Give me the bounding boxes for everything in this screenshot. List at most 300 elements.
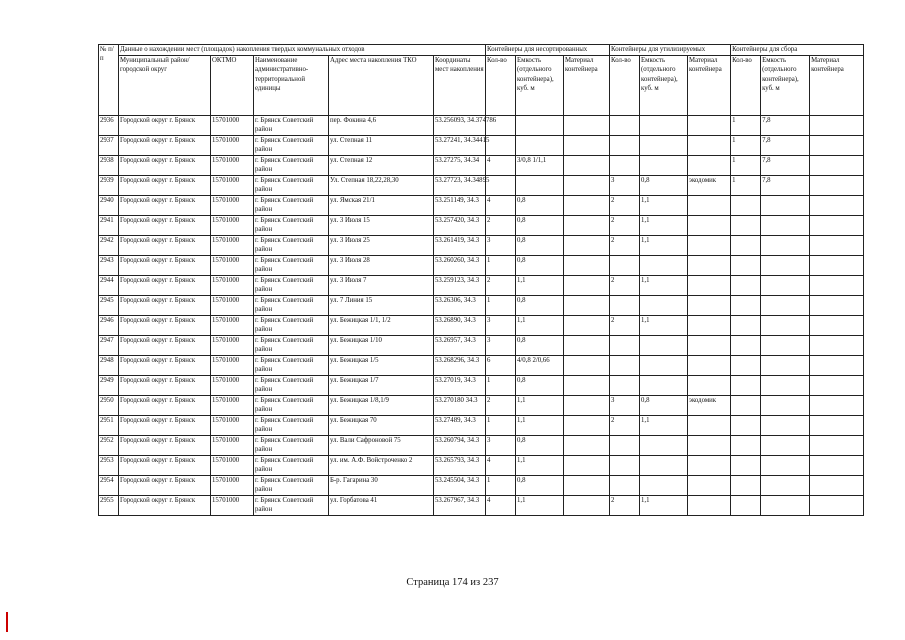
- row-number: 2936: [99, 116, 119, 136]
- table-row: [99, 256, 864, 276]
- address-cell: пер. Фокина 4,6: [329, 116, 434, 136]
- unsorted-capacity-cell: 1,1: [516, 456, 564, 476]
- unsorted-capacity-cell: [516, 176, 564, 196]
- municipal-cell: Городской округ г. Брянск: [119, 276, 211, 296]
- municipal-cell: Городской округ г. Брянск: [119, 236, 211, 256]
- utilized-material-cell: [688, 316, 731, 336]
- admin-unit-cell: г. Брянск Советский район: [254, 316, 329, 336]
- coords-cell: 53.26306, 34.3: [434, 296, 486, 316]
- admin-unit-cell: г. Брянск Советский район: [254, 456, 329, 476]
- coords-cell: 53.27019, 34.3: [434, 376, 486, 396]
- collection-capacity-cell: [761, 376, 810, 396]
- unsorted-capacity-cell: [516, 136, 564, 156]
- utilized-capacity-cell: 1,1: [640, 316, 688, 336]
- address-cell: ул. Бежицкая 1/8,1/9: [329, 396, 434, 416]
- unsorted-material-cell: [564, 456, 610, 476]
- address-cell: ул. Ямская 21/1: [329, 196, 434, 216]
- coords-cell: 53.265793, 34.3: [434, 456, 486, 476]
- unsorted-capacity-cell: 0,8: [516, 436, 564, 456]
- group-header-unsorted: Контейнеры для несортированных: [486, 45, 610, 56]
- unsorted-capacity-cell: 0,8: [516, 216, 564, 236]
- table-row: [99, 376, 864, 396]
- coords-cell: 53.245504, 34.3: [434, 476, 486, 496]
- collection-count-cell: 1: [731, 116, 761, 136]
- utilized-capacity-cell: [640, 116, 688, 136]
- collection-material-cell: [810, 336, 864, 356]
- utilized-count-cell: [610, 376, 640, 396]
- unsorted-material-cell: [564, 136, 610, 156]
- coords-cell: 53.270180 34.3: [434, 396, 486, 416]
- collection-material-cell: [810, 416, 864, 436]
- collection-capacity-cell: [761, 336, 810, 356]
- table-row: [99, 456, 864, 476]
- utilized-material-cell: экодомик: [688, 396, 731, 416]
- utilized-count-cell: [610, 476, 640, 496]
- utilized-capacity-cell: [640, 136, 688, 156]
- municipal-cell: Городской округ г. Брянск: [119, 416, 211, 436]
- address-cell: ул. им. А.Ф. Войстроченко 2: [329, 456, 434, 476]
- collection-count-cell: [731, 376, 761, 396]
- utilized-capacity-cell: 1,1: [640, 496, 688, 516]
- unsorted-material-cell: [564, 476, 610, 496]
- table-row: [99, 176, 864, 196]
- utilized-count-cell: [610, 436, 640, 456]
- row-number: 2947: [99, 336, 119, 356]
- coords-cell: 53.27275, 34.34: [434, 156, 486, 176]
- collection-material-cell: [810, 456, 864, 476]
- admin-unit-cell: г. Брянск Советский район: [254, 176, 329, 196]
- collection-count-cell: [731, 396, 761, 416]
- unsorted-count-cell: 1: [486, 476, 516, 496]
- collection-count-cell: [731, 476, 761, 496]
- unsorted-material-cell: [564, 236, 610, 256]
- utilized-count-cell: 2: [610, 276, 640, 296]
- collection-capacity-cell: [761, 296, 810, 316]
- coords-header: Координаты мест накопления: [434, 56, 486, 116]
- municipal-header: Муниципальный район/городской округ: [119, 56, 211, 116]
- oktmo-cell: 15701000: [211, 296, 254, 316]
- unsorted-material-cell: [564, 176, 610, 196]
- collection-count-cell: [731, 356, 761, 376]
- utilized-count-cell: 3: [610, 396, 640, 416]
- oktmo-cell: 15701000: [211, 476, 254, 496]
- collection-capacity-cell: [761, 256, 810, 276]
- unsorted-count-cell: 1: [486, 256, 516, 276]
- utilized-material-cell: [688, 456, 731, 476]
- collection-material-cell: [810, 216, 864, 236]
- oktmo-cell: 15701000: [211, 116, 254, 136]
- collection-count-cell: 1: [731, 176, 761, 196]
- unsorted-material-cell: [564, 376, 610, 396]
- oktmo-cell: 15701000: [211, 396, 254, 416]
- row-number: 2942: [99, 236, 119, 256]
- admin-unit-cell: г. Брянск Советский район: [254, 496, 329, 516]
- count-header-collection: Кол-во: [731, 56, 761, 116]
- collection-capacity-cell: [761, 436, 810, 456]
- address-cell: ул. 3 Июля 28: [329, 256, 434, 276]
- table-row: [99, 416, 864, 436]
- municipal-cell: Городской округ г. Брянск: [119, 216, 211, 236]
- unsorted-capacity-cell: 0,8: [516, 296, 564, 316]
- utilized-material-cell: [688, 276, 731, 296]
- oktmo-cell: 15701000: [211, 336, 254, 356]
- unsorted-count-cell: 3: [486, 436, 516, 456]
- admin-unit-cell: г. Брянск Советский район: [254, 216, 329, 236]
- unsorted-count-cell: 6: [486, 356, 516, 376]
- coords-cell: 53.261419, 34.3: [434, 236, 486, 256]
- row-number: 2955: [99, 496, 119, 516]
- utilized-count-cell: [610, 116, 640, 136]
- utilized-material-cell: [688, 476, 731, 496]
- collection-capacity-cell: [761, 496, 810, 516]
- unsorted-count-cell: [486, 136, 516, 156]
- utilized-capacity-cell: 0,8: [640, 176, 688, 196]
- oktmo-cell: 15701000: [211, 316, 254, 336]
- oktmo-cell: 15701000: [211, 436, 254, 456]
- utilized-capacity-cell: [640, 476, 688, 496]
- oktmo-header: ОКТМО: [211, 56, 254, 116]
- unsorted-capacity-cell: 1,1: [516, 496, 564, 516]
- admin-unit-cell: г. Брянск Советский район: [254, 336, 329, 356]
- utilized-capacity-cell: 1,1: [640, 416, 688, 436]
- unsorted-capacity-cell: 3/0,8 1/1,1: [516, 156, 564, 176]
- waste-sites-table: [98, 44, 864, 516]
- table-row: [99, 336, 864, 356]
- collection-count-cell: [731, 216, 761, 236]
- row-number: 2940: [99, 196, 119, 216]
- material-header-utilized: Материал контейнера: [688, 56, 731, 116]
- unsorted-count-cell: 2: [486, 216, 516, 236]
- table-row: [99, 196, 864, 216]
- collection-material-cell: [810, 356, 864, 376]
- utilized-count-cell: [610, 156, 640, 176]
- utilized-count-cell: 2: [610, 496, 640, 516]
- collection-material-cell: [810, 176, 864, 196]
- unsorted-material-cell: [564, 416, 610, 436]
- address-cell: ул. Бежицкая 1/1, 1/2: [329, 316, 434, 336]
- group-header-collection: Контейнеры для сбора: [731, 45, 864, 56]
- table-row: [99, 316, 864, 336]
- municipal-cell: Городской округ г. Брянск: [119, 316, 211, 336]
- unsorted-material-cell: [564, 496, 610, 516]
- unsorted-capacity-cell: 0,8: [516, 236, 564, 256]
- address-cell: ул. Бежицкая 1/7: [329, 376, 434, 396]
- oktmo-cell: 15701000: [211, 196, 254, 216]
- collection-material-cell: [810, 196, 864, 216]
- collection-material-cell: [810, 496, 864, 516]
- row-number: 2939: [99, 176, 119, 196]
- address-cell: ул. 3 Июля 7: [329, 276, 434, 296]
- table-row: [99, 156, 864, 176]
- col-num-header: № п/п: [99, 45, 119, 116]
- admin-unit-cell: г. Брянск Советский район: [254, 236, 329, 256]
- unsorted-capacity-cell: 1,1: [516, 396, 564, 416]
- address-cell: ул. Горбатова 41: [329, 496, 434, 516]
- unsorted-material-cell: [564, 276, 610, 296]
- admin-unit-cell: г. Брянск Советский район: [254, 136, 329, 156]
- row-number: 2944: [99, 276, 119, 296]
- capacity-header-collection: Емкость (отдельного контейнера), куб. м: [761, 56, 810, 116]
- collection-count-cell: [731, 416, 761, 436]
- collection-capacity-cell: [761, 356, 810, 376]
- admin-unit-cell: г. Брянск Советский район: [254, 116, 329, 136]
- admin-unit-cell: г. Брянск Советский район: [254, 256, 329, 276]
- utilized-material-cell: [688, 256, 731, 276]
- address-cell: Ул. Степная 18,22,28,30: [329, 176, 434, 196]
- unsorted-material-cell: [564, 356, 610, 376]
- collection-material-cell: [810, 376, 864, 396]
- utilized-material-cell: [688, 436, 731, 456]
- table-body: [99, 116, 864, 516]
- municipal-cell: Городской округ г. Брянск: [119, 336, 211, 356]
- address-cell: ул. Вали Сафроновой 75: [329, 436, 434, 456]
- utilized-count-cell: [610, 356, 640, 376]
- unsorted-count-cell: 3: [486, 336, 516, 356]
- table-row: [99, 116, 864, 136]
- oktmo-cell: 15701000: [211, 176, 254, 196]
- material-header-unsorted: Материал контейнера: [564, 56, 610, 116]
- table-row: [99, 296, 864, 316]
- unsorted-material-cell: [564, 396, 610, 416]
- unsorted-count-cell: 1: [486, 416, 516, 436]
- coords-cell: 53.257420, 34.3: [434, 216, 486, 236]
- municipal-cell: Городской округ г. Брянск: [119, 256, 211, 276]
- unsorted-material-cell: [564, 256, 610, 276]
- admin-unit-cell: г. Брянск Советский район: [254, 436, 329, 456]
- utilized-count-cell: 2: [610, 236, 640, 256]
- coords-cell: 53.251149, 34.3: [434, 196, 486, 216]
- table-row: [99, 216, 864, 236]
- address-header: Адрес места накопления ТКО: [329, 56, 434, 116]
- unsorted-count-cell: 4: [486, 496, 516, 516]
- row-number: 2943: [99, 256, 119, 276]
- collection-material-cell: [810, 236, 864, 256]
- oktmo-cell: 15701000: [211, 496, 254, 516]
- collection-material-cell: [810, 276, 864, 296]
- utilized-material-cell: [688, 116, 731, 136]
- oktmo-cell: 15701000: [211, 276, 254, 296]
- row-number: 2953: [99, 456, 119, 476]
- address-cell: ул. Степная 11: [329, 136, 434, 156]
- oktmo-cell: 15701000: [211, 356, 254, 376]
- utilized-capacity-cell: [640, 376, 688, 396]
- oktmo-cell: 15701000: [211, 256, 254, 276]
- row-number: 2954: [99, 476, 119, 496]
- unsorted-count-cell: 1: [486, 296, 516, 316]
- utilized-capacity-cell: [640, 356, 688, 376]
- municipal-cell: Городской округ г. Брянск: [119, 156, 211, 176]
- utilized-material-cell: [688, 376, 731, 396]
- collection-capacity-cell: [761, 456, 810, 476]
- unsorted-capacity-cell: 1,1: [516, 316, 564, 336]
- utilized-material-cell: [688, 216, 731, 236]
- utilized-count-cell: 2: [610, 216, 640, 236]
- utilized-material-cell: [688, 296, 731, 316]
- coords-cell: 53.27489, 34.3: [434, 416, 486, 436]
- unsorted-capacity-cell: [516, 116, 564, 136]
- unsorted-count-cell: 3: [486, 236, 516, 256]
- collection-capacity-cell: [761, 196, 810, 216]
- unsorted-count-cell: 4: [486, 156, 516, 176]
- unsorted-count-cell: 4: [486, 196, 516, 216]
- collection-capacity-cell: [761, 216, 810, 236]
- municipal-cell: Городской округ г. Брянск: [119, 456, 211, 476]
- collection-material-cell: [810, 156, 864, 176]
- address-cell: ул. Бежицкая 70: [329, 416, 434, 436]
- unsorted-capacity-cell: 0,8: [516, 376, 564, 396]
- unsorted-count-cell: 2: [486, 276, 516, 296]
- utilized-capacity-cell: [640, 456, 688, 476]
- collection-capacity-cell: [761, 476, 810, 496]
- row-number: 2946: [99, 316, 119, 336]
- unsorted-count-cell: 1: [486, 376, 516, 396]
- municipal-cell: Городской округ г. Брянск: [119, 116, 211, 136]
- unsorted-material-cell: [564, 216, 610, 236]
- coords-cell: 53.260794, 34.3: [434, 436, 486, 456]
- municipal-cell: Городской округ г. Брянск: [119, 196, 211, 216]
- utilized-material-cell: [688, 336, 731, 356]
- collection-capacity-cell: [761, 396, 810, 416]
- oktmo-cell: 15701000: [211, 456, 254, 476]
- admin-unit-cell: г. Брянск Советский район: [254, 276, 329, 296]
- row-number: 2950: [99, 396, 119, 416]
- collection-capacity-cell: 7,8: [761, 136, 810, 156]
- unsorted-count-cell: 2: [486, 396, 516, 416]
- margin-mark: [6, 612, 8, 632]
- utilized-material-cell: [688, 356, 731, 376]
- collection-material-cell: [810, 316, 864, 336]
- collection-material-cell: [810, 396, 864, 416]
- row-number: 2952: [99, 436, 119, 456]
- municipal-cell: Городской округ г. Брянск: [119, 136, 211, 156]
- address-cell: ул. 7 Линия 15: [329, 296, 434, 316]
- utilized-material-cell: [688, 156, 731, 176]
- municipal-cell: Городской округ г. Брянск: [119, 376, 211, 396]
- address-cell: ул. 3 Июля 25: [329, 236, 434, 256]
- oktmo-cell: 15701000: [211, 236, 254, 256]
- count-header-utilized: Кол-во: [610, 56, 640, 116]
- admin-unit-cell: г. Брянск Советский район: [254, 376, 329, 396]
- collection-material-cell: [810, 296, 864, 316]
- municipal-cell: Городской округ г. Брянск: [119, 176, 211, 196]
- municipal-cell: Городской округ г. Брянск: [119, 476, 211, 496]
- coords-cell: 53.26957, 34.3: [434, 336, 486, 356]
- collection-capacity-cell: 7,8: [761, 116, 810, 136]
- collection-capacity-cell: [761, 416, 810, 436]
- utilized-material-cell: [688, 236, 731, 256]
- admin-unit-cell: г. Брянск Советский район: [254, 196, 329, 216]
- unsorted-capacity-cell: 1,1: [516, 276, 564, 296]
- utilized-capacity-cell: 1,1: [640, 276, 688, 296]
- collection-count-cell: [731, 496, 761, 516]
- utilized-count-cell: 2: [610, 316, 640, 336]
- admin-unit-cell: г. Брянск Советский район: [254, 396, 329, 416]
- collection-count-cell: [731, 296, 761, 316]
- table-row: [99, 436, 864, 456]
- address-cell: ул. Бежицкая 1/10: [329, 336, 434, 356]
- oktmo-cell: 15701000: [211, 156, 254, 176]
- capacity-header-utilized: Емкость (отдельного контейнера), куб. м: [640, 56, 688, 116]
- utilized-material-cell: экодомик: [688, 176, 731, 196]
- group-header-data: Данные о нахождении мест (площадок) накопления твердых коммунальных отходов: [119, 45, 486, 56]
- address-cell: ул. Бежицкая 1/5: [329, 356, 434, 376]
- table-row: [99, 496, 864, 516]
- collection-count-cell: [731, 336, 761, 356]
- collection-count-cell: [731, 236, 761, 256]
- collection-material-cell: [810, 436, 864, 456]
- address-cell: ул. Степная 12: [329, 156, 434, 176]
- utilized-count-cell: [610, 296, 640, 316]
- unsorted-count-cell: 3: [486, 316, 516, 336]
- municipal-cell: Городской округ г. Брянск: [119, 496, 211, 516]
- admin-unit-header: Наименование административно-территориальной единицы: [254, 56, 329, 116]
- admin-unit-cell: г. Брянск Советский район: [254, 156, 329, 176]
- coords-cell: 53.267967, 34.3: [434, 496, 486, 516]
- group-header-utilized: Контейнеры для утилизируемых: [610, 45, 731, 56]
- utilized-count-cell: [610, 136, 640, 156]
- unsorted-material-cell: [564, 296, 610, 316]
- collection-count-cell: [731, 256, 761, 276]
- oktmo-cell: 15701000: [211, 416, 254, 436]
- coords-cell: 53.27241, 34.34415: [434, 136, 486, 156]
- utilized-capacity-cell: 1,1: [640, 236, 688, 256]
- collection-capacity-cell: 7,8: [761, 156, 810, 176]
- table-row: [99, 236, 864, 256]
- unsorted-count-cell: 4: [486, 456, 516, 476]
- coords-cell: 53.260260, 34.3: [434, 256, 486, 276]
- utilized-capacity-cell: 1,1: [640, 196, 688, 216]
- unsorted-material-cell: [564, 316, 610, 336]
- row-number: 2938: [99, 156, 119, 176]
- count-header-unsorted: Кол-во: [486, 56, 516, 116]
- collection-capacity-cell: 7,8: [761, 176, 810, 196]
- unsorted-material-cell: [564, 196, 610, 216]
- unsorted-material-cell: [564, 156, 610, 176]
- utilized-material-cell: [688, 496, 731, 516]
- admin-unit-cell: г. Брянск Советский район: [254, 416, 329, 436]
- collection-material-cell: [810, 476, 864, 496]
- admin-unit-cell: г. Брянск Советский район: [254, 296, 329, 316]
- row-number: 2951: [99, 416, 119, 436]
- page-number: Страница 174 из 237: [406, 577, 499, 588]
- utilized-capacity-cell: 0,8: [640, 396, 688, 416]
- unsorted-capacity-cell: 0,8: [516, 196, 564, 216]
- collection-count-cell: 1: [731, 136, 761, 156]
- utilized-count-cell: [610, 256, 640, 276]
- utilized-count-cell: [610, 456, 640, 476]
- collection-capacity-cell: [761, 276, 810, 296]
- utilized-count-cell: 2: [610, 416, 640, 436]
- collection-count-cell: [731, 316, 761, 336]
- table-row: [99, 476, 864, 496]
- unsorted-capacity-cell: 0,8: [516, 336, 564, 356]
- row-number: 2949: [99, 376, 119, 396]
- row-number: 2941: [99, 216, 119, 236]
- unsorted-material-cell: [564, 336, 610, 356]
- address-cell: ул. 3 Июля 15: [329, 216, 434, 236]
- table-row: [99, 356, 864, 376]
- municipal-cell: Городской округ г. Брянск: [119, 296, 211, 316]
- coords-cell: 53.27723, 34.34895: [434, 176, 486, 196]
- unsorted-material-cell: [564, 116, 610, 136]
- coords-cell: 53.26890, 34.3: [434, 316, 486, 336]
- table-row: [99, 136, 864, 156]
- collection-count-cell: [731, 196, 761, 216]
- unsorted-material-cell: [564, 436, 610, 456]
- coords-cell: 53.268296, 34.3: [434, 356, 486, 376]
- utilized-capacity-cell: [640, 256, 688, 276]
- utilized-count-cell: [610, 336, 640, 356]
